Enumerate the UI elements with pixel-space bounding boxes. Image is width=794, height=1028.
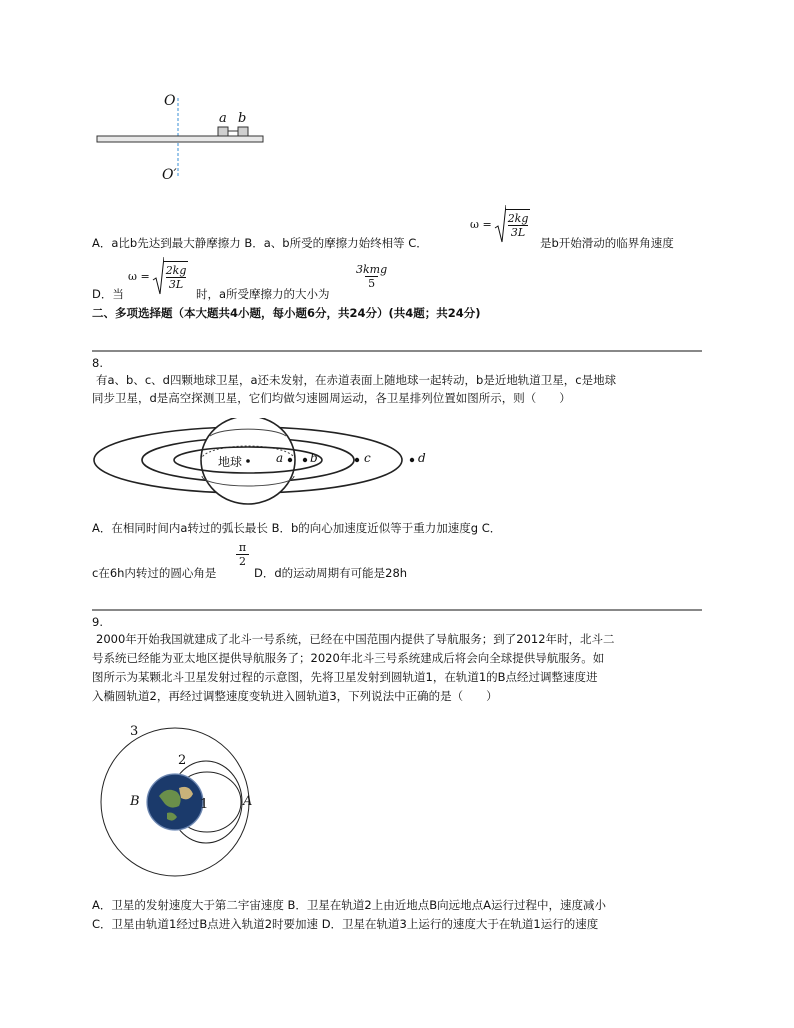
divider-q9 <box>92 609 702 611</box>
fraction-denominator: 3L <box>508 225 528 239</box>
block-label-a: a <box>219 111 227 126</box>
orbit-label-1: 1 <box>200 797 209 812</box>
satellite-label-c: c <box>364 451 371 465</box>
axis-label-O: O <box>164 93 176 109</box>
fraction-denominator: 2 <box>236 554 249 568</box>
orbit-label-3: 3 <box>130 724 139 739</box>
q7-figure <box>90 90 270 190</box>
section-2-heading: 二、多项选择题（本大题共4小题，每小题6分，共24分）(共4题；共24分) <box>92 306 481 320</box>
q8-figure <box>90 418 440 518</box>
q7-friction-fraction <box>354 263 389 290</box>
sqrt-expression <box>494 204 531 244</box>
q7-option-D-mid: 时，a所受摩擦力的大小为 <box>196 287 330 301</box>
q7-omega-formula-2 <box>128 256 188 296</box>
q8-options-line2-tail: D．d的运动周期有可能是28h <box>254 566 408 580</box>
q9-stem-line2: 号系统已经能为亚太地区提供导航服务了；2020年北斗三号系统建成后将会向全球提供导航服务。如 <box>92 651 605 665</box>
turntable-diagram <box>90 90 270 190</box>
fraction-denominator: 3L <box>166 277 186 291</box>
q8-number: 8. <box>92 356 103 370</box>
satellite-label-d: d <box>418 451 426 465</box>
point-label-A: A <box>243 794 253 809</box>
q7-options-line1 <box>92 236 428 251</box>
sqrt-sign-icon <box>152 256 164 296</box>
q9-stem-line3: 图所示为某颗北斗卫星发射过程的示意图，先将卫星发射到圆轨道1，在轨道1的B点经过调整速度进 <box>92 670 598 684</box>
q8-pi-over-2 <box>236 541 249 568</box>
q9-options-line2: C．卫星由轨道1经过B点进入轨道2时要加速 D．卫星在轨道3上运行的速度大于在轨道1运行的速度 <box>92 917 599 931</box>
fraction-numerator: π <box>238 541 247 554</box>
point-label-B: B <box>130 794 140 809</box>
q9-stem-line4: 入椭圆轨道2，再经过调整速度变轨进入圆轨道3，下列说法中正确的是（ ） <box>92 689 498 703</box>
satellite-label-a: a <box>276 451 284 465</box>
omega-symbol: ω = <box>128 269 150 283</box>
omega-symbol: ω = <box>470 217 492 231</box>
q8-stem-line2: 同步卫星，d是高空探测卫星，它们均做匀速圆周运动，各卫星排列位置如图所示，则（ ） <box>92 391 571 405</box>
q7-option-D-prefix: D．当 <box>92 287 124 301</box>
q7-omega-formula-1 <box>470 204 530 244</box>
fraction-denominator: 5 <box>365 276 378 290</box>
block-label-b: b <box>238 111 247 126</box>
fraction-numerator: 3kmg <box>356 263 388 276</box>
q9-number: 9. <box>92 615 103 629</box>
orbit-label-2: 2 <box>178 753 187 768</box>
axis-label-O-prime: O′ <box>162 167 177 183</box>
q7-option-ABC: A．a比b先达到最大静摩擦力 B．a、b所受的摩擦力始终相等 C． <box>92 236 428 250</box>
fraction-numerator: 2kg <box>507 212 529 225</box>
q9-stem-line1: 2000年开始我国就建成了北斗一号系统，已经在中国范围内提供了导航服务；到了2012年时，北斗二 <box>96 632 615 646</box>
satellite-label-b: b <box>310 451 318 465</box>
earth-label: 地球 <box>218 455 243 469</box>
q8-options-line1: A．在相同时间内a转过的弧长最长 B．b的向心加速度近似等于重力加速度g C． <box>92 521 502 535</box>
sqrt-expression <box>152 256 189 296</box>
q8-stem-line1: 有a、b、c、d四颗地球卫星，a还未发射，在赤道表面上随地球一起转动，b是近地轨道卫星，c是地球 <box>96 373 617 387</box>
sqrt-sign-icon <box>494 204 506 244</box>
divider-q8 <box>92 350 702 352</box>
q7-option-C-tail: 是b开始滑动的临界角速度 <box>540 236 674 250</box>
fraction-numerator: 2kg <box>165 264 187 277</box>
q9-options-line1: A．卫星的发射速度大于第二宇宙速度 B．卫星在轨道2上由近地点B向远地点A运行过程中，速度减小 <box>92 898 606 912</box>
q8-options-line2-prefix: c在6h内转过的圆心角是 <box>92 566 217 580</box>
satellite-orbits-diagram <box>90 418 440 518</box>
